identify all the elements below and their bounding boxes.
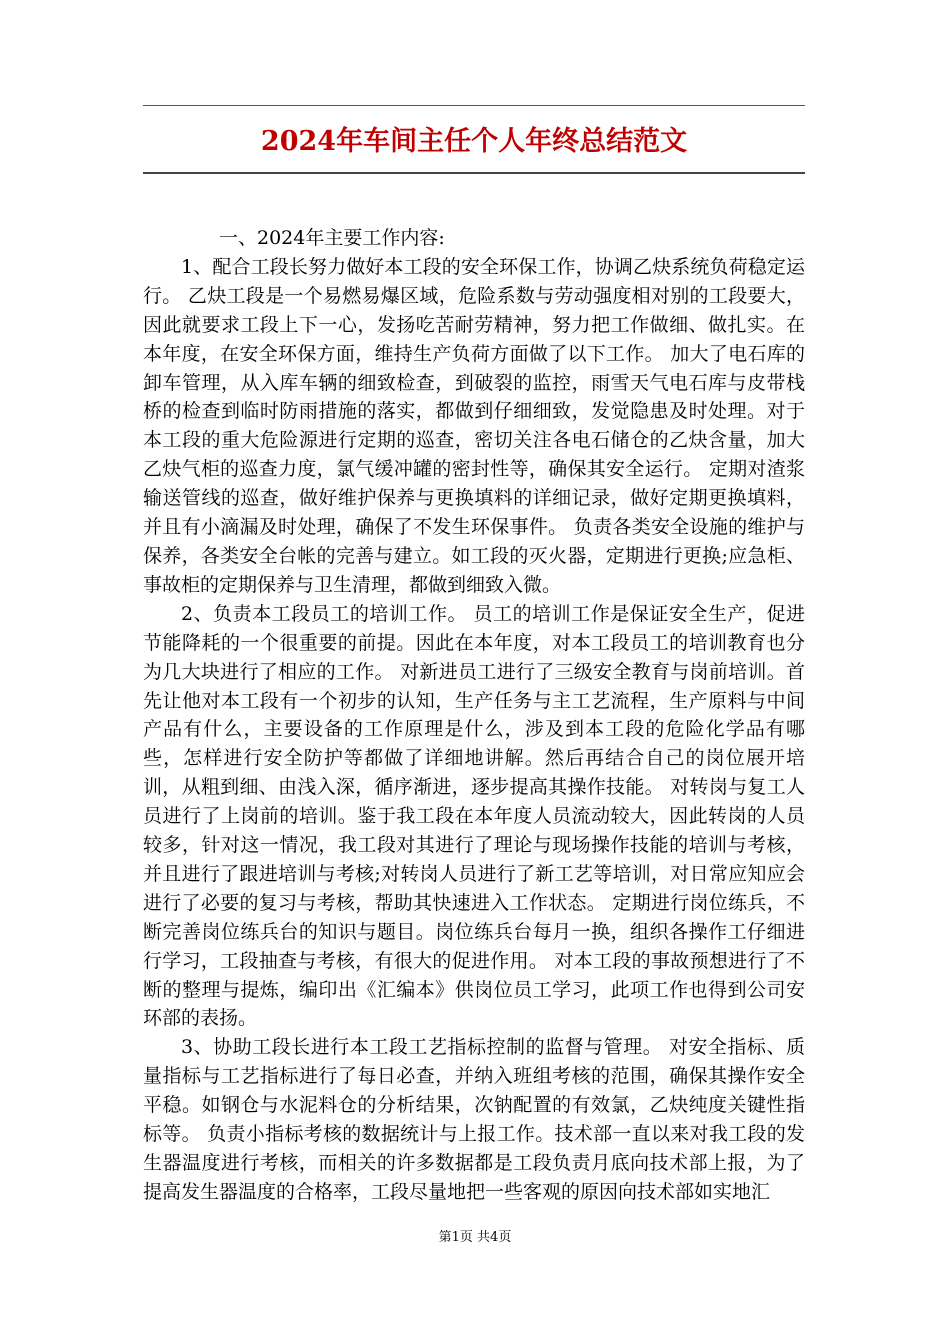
paragraph-2: 2、负责本工段员工的培训工作。 员工的培训工作是保证安全生产，促进节能降耗的一个很重要的前提。因此在本年度，对本工段员工的培训教育也分为几大块进行了相应的工作。 对新进员工进行了三级安全教育与岗前培训。首先让他对本工段有一个初步的认知，生产任务与主工艺流程，生产原料与中间产品有什么，主要设备的工作原理是什么，涉及到本工段的危险化学品有哪些，怎样进行安全防护等都做了详细地讲解。然后再结合自己的岗位展开培训，从粗到细、由浅入深，循序渐进，逐步提高其操作技能。 对转岗与复工人员进行了上岗前的培训。鉴于我工段在本年度人员流动较大，因此转岗的人员较多，针对这一情况，我工段对其进行了理论与现场操作技能的培训与考核，并且进行了跟进培训与考核;对转岗人员进行了新工艺等培训，对日常应知应会进行了必要的复习与考核，帮助其快速进入工作状态。 定期进行岗位练兵，不断完善岗位练兵台的知识与题目。岗位练兵台每月一换，组织各操作工仔细进行学习，工段抽查与考核，有很大的促进作用。 对本工段的事故预想进行了不断的整理与提炼，编印出《汇编本》供岗位员工学习，此项工作也得到公司安环部的表扬。 [143, 602, 805, 1030]
page-number: 第1页 共4页 [438, 1230, 512, 1245]
document-title: 2024年车间主任个人年终总结范文 [260, 126, 688, 157]
section-heading: 一、2024年主要工作内容: [219, 227, 445, 249]
paragraph-1: 1、配合工段长努力做好本工段的安全环保工作，协调乙炔系统负荷稳定运行。 乙炔工段是一个易燃易爆区域，危险系数与劳动强度相对别的工段要大，因此就要求工段上下一心，发扬吃苦耐劳精神，努力把工作做细、做扎实。在本年度，在安全环保方面，维持生产负荷方面做了以下工作。 加大了电石库的卸车管理，从入库车辆的细致检查，到破裂的监控，雨雪天气电石库与皮带栈桥的检查到临时防雨措施的落实，都做到仔细细致，发觉隐患及时处理。对于本工段的重大危险源进行定期的巡查，密切关注各电石储仓的乙炔含量，加大乙炔气柜的巡查力度，氯气缓冲罐的密封性等，确保其安全运行。 定期对渣浆输送管线的巡查，做好维护保养与更换填料的详细记录，做好定期更换填料，并且有小滴漏及时处理，确保了不发生环保事件。 负责各类安全设施的维护与保养，各类安全台帐的完善与建立。如工段的灭火器，定期进行更换;应急柜、事故柜的定期保养与卫生清理，都做到细致入微。 [143, 255, 805, 596]
document-body [143, 224, 805, 1207]
header-rule [143, 105, 805, 106]
paragraph-3: 3、协助工段长进行本工段工艺指标控制的监督与管理。 对安全指标、质量指标与工艺指标进行了每日必查，并纳入班组考核的范围，确保其操作安全平稳。如钢仓与水泥料仓的分析结果，次钠配置的有效氯，乙炔纯度关键性指标等。 负责小指标考核的数据统计与上报工作。技术部一直以来对我工段的发生器温度进行考核，而相关的许多数据都是工段负责月底向技术部上报，为了提高发生器温度的合格率，工段尽量地把一些客观的原因向技术部如实地汇 [143, 1036, 805, 1203]
title-rule [143, 172, 805, 174]
